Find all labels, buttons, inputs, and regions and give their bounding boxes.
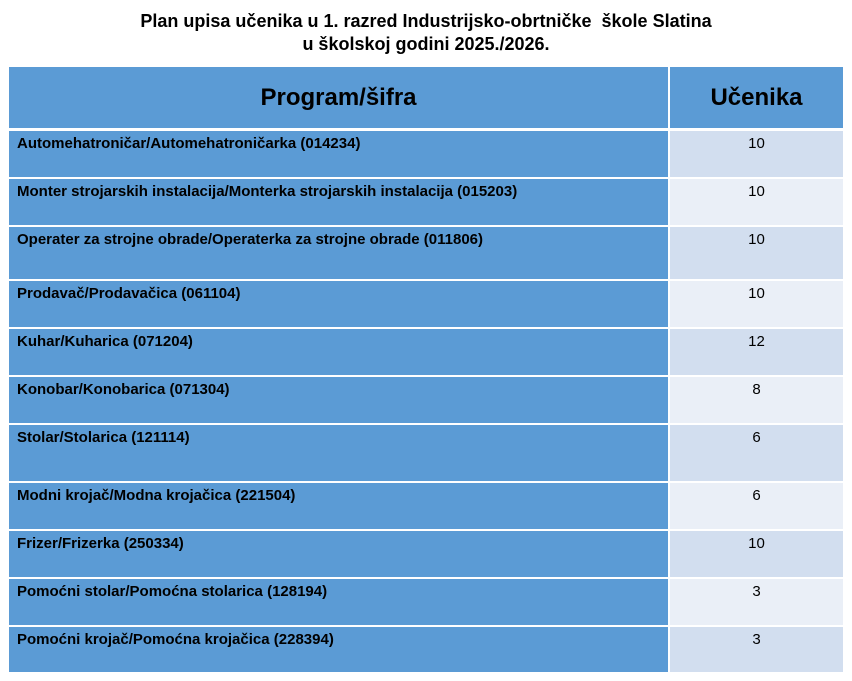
table-row: [9, 578, 843, 626]
student-count-cell: 6: [669, 424, 843, 482]
program-cell: Operater za strojne obrade/Operaterka za strojne obrade (011806): [9, 226, 669, 280]
enrollment-plan-table: [9, 67, 843, 674]
table-row: [9, 280, 843, 328]
program-cell: Pomoćni stolar/Pomoćna stolarica (128194): [9, 578, 669, 626]
table-row: [9, 626, 843, 673]
program-cell: Kuhar/Kuharica (071204): [9, 328, 669, 376]
table-row: [9, 376, 843, 424]
table-row: [9, 424, 843, 482]
student-count-cell: 3: [669, 578, 843, 626]
program-cell: Automehatroničar/Automehatroničarka (014234): [9, 130, 669, 178]
program-cell: Modni krojač/Modna krojačica (221504): [9, 482, 669, 530]
table-row: [9, 130, 843, 178]
student-count-cell: 10: [669, 280, 843, 328]
student-count-cell: 10: [669, 226, 843, 280]
program-cell: Stolar/Stolarica (121114): [9, 424, 669, 482]
student-count-cell: 8: [669, 376, 843, 424]
student-count-cell: 3: [669, 626, 843, 673]
program-cell: Konobar/Konobarica (071304): [9, 376, 669, 424]
title-line-1: Plan upisa učenika u 1. razred Industrijsko-obrtničke škole Slatina: [140, 11, 712, 31]
table-row: [9, 530, 843, 578]
header-program: Program/šifra: [9, 67, 669, 130]
header-students: Učenika: [669, 67, 843, 130]
program-cell: Monter strojarskih instalacija/Monterka strojarskih instalacija (015203): [9, 178, 669, 226]
table-row: [9, 226, 843, 280]
table-header-row: [9, 67, 843, 130]
student-count-cell: 10: [669, 130, 843, 178]
program-cell: Prodavač/Prodavačica (061104): [9, 280, 669, 328]
student-count-cell: 6: [669, 482, 843, 530]
student-count-cell: 10: [669, 530, 843, 578]
program-cell: Frizer/Frizerka (250334): [9, 530, 669, 578]
table-row: [9, 482, 843, 530]
table-row: [9, 328, 843, 376]
program-cell: Pomoćni krojač/Pomoćna krojačica (228394): [9, 626, 669, 673]
student-count-cell: 10: [669, 178, 843, 226]
student-count-cell: 12: [669, 328, 843, 376]
table-row: [9, 178, 843, 226]
title-line-2: u školskoj godini 2025./2026.: [302, 34, 550, 54]
document-title: [0, 10, 852, 56]
